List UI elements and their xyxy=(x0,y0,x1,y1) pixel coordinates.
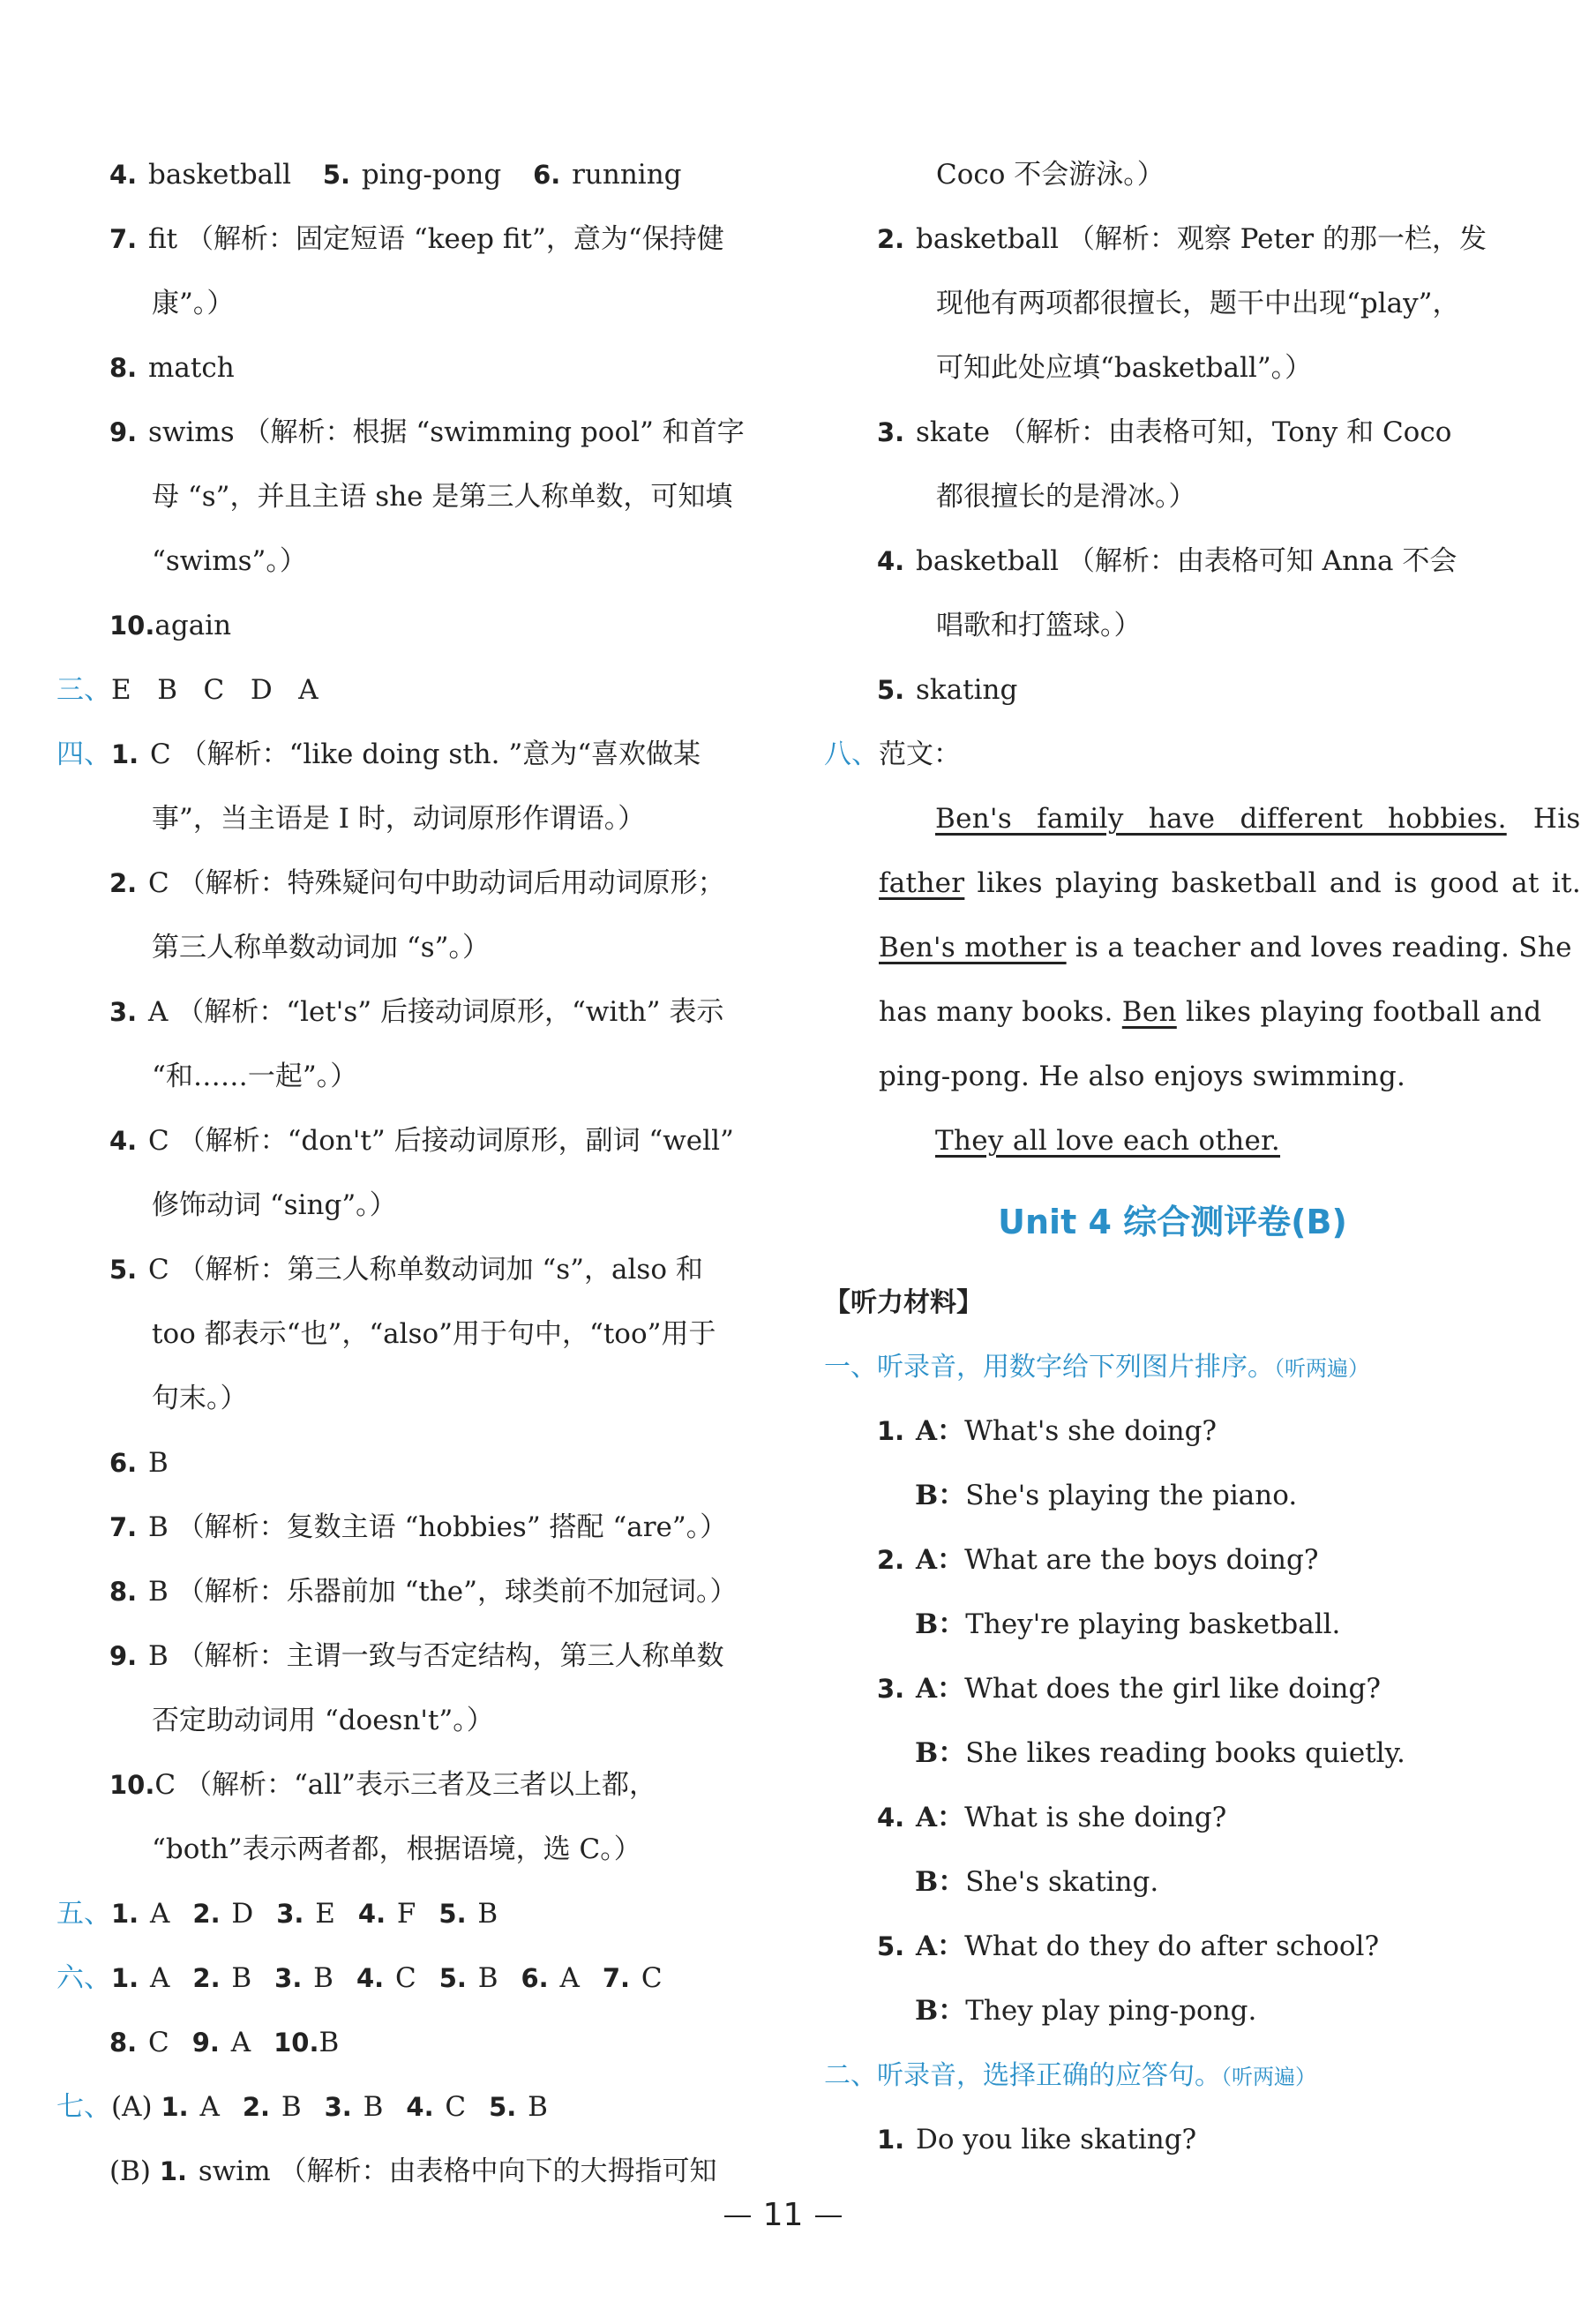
dialog-4-a: 4. A：What is she doing? xyxy=(877,1802,1227,1833)
section-4-q2: 2. C （解析：特殊疑问句中助动词后用动词原形； xyxy=(109,867,725,899)
section-7-b-q2: 2. basketball （解析：观察 Peter 的那一栏，发 xyxy=(877,223,1487,255)
section-4-q7: 7. B （解析：复数主语 “hobbies” 搭配 “are”。） xyxy=(109,1511,728,1543)
section-7-b-q4-cont: 唱歌和打篮球。） xyxy=(936,610,1142,641)
answer-9-cont2: “swims”。） xyxy=(152,545,307,577)
section-4-q1-cont: 事”，当主语是 I 时，动词原形作谓语。） xyxy=(152,803,646,835)
section-7-a: 七、(A) 1. A 2. B 3. B 4. C 5. B xyxy=(56,2091,548,2123)
essay-line-1: Ben's family have different hobbies. His xyxy=(935,803,1581,835)
dialog-3-b: B：She likes reading books quietly. xyxy=(915,1737,1405,1769)
section-4-q9: 9. B （解析：主谓一致与否定结构，第三人称单数 xyxy=(109,1640,724,1672)
dialog-2-a: 2. A：What are the boys doing? xyxy=(877,1544,1319,1576)
dialog-5-b: B：They play ping-pong. xyxy=(915,1995,1257,2027)
section-7-b-q1-cont: Coco 不会游泳。） xyxy=(936,159,1165,191)
dialog-2-b: B：They're playing basketball. xyxy=(915,1608,1341,1640)
essay-line-2: father likes playing basketball and is good at it. xyxy=(879,867,1581,899)
section-6-row1: 六、1. A 2. B 3. B 4. C 5. B 6. A 7. C xyxy=(56,1962,663,1994)
section-7-b-q4: 4. basketball （解析：由表格可知 Anna 不会 xyxy=(877,545,1457,577)
answer-7-cont: 康”。） xyxy=(152,288,235,319)
listening-part-1-title: 一、听录音，用数字给下列图片排序。（听两遍） xyxy=(824,1352,1369,1383)
section-4-q8: 8. B （解析：乐器前加 “the”，球类前不加冠词。） xyxy=(109,1576,738,1608)
section-6-row2: 8. C 9. A 10.B xyxy=(109,2027,340,2058)
section-4-q9-cont: 否定助动词用 “doesn't”。） xyxy=(152,1705,494,1736)
right-column xyxy=(824,143,1581,2172)
section-7-b-q3-cont: 都很擅长的是滑冰。） xyxy=(936,481,1196,513)
section-4-q10-cont: “both”表示两者都，根据语境，选 C。） xyxy=(152,1833,641,1865)
answer-7: 7. fit （解析：固定短语 “keep fit”，意为“保持健 xyxy=(109,223,724,255)
section-4-q4-cont: 修饰动词 “sing”。） xyxy=(152,1189,397,1221)
page-number-dash-right xyxy=(815,2215,842,2217)
answer-8: 8. match xyxy=(109,352,235,384)
essay-line-4: has many books. Ben likes playing football and xyxy=(879,996,1542,1028)
answer-line-4-6: 4. basketball 5. ping-pong 6. running xyxy=(109,159,682,191)
section-4-q5-cont: too 都表示“也”，“also”用于句中，“too”用于 xyxy=(152,1318,716,1350)
essay-line-5: ping-pong. He also enjoys swimming. xyxy=(879,1061,1406,1092)
essay-line-6: They all love each other. xyxy=(935,1125,1281,1157)
answer-9-cont: 母 “s”，并且主语 she 是第三人称单数，可知填 xyxy=(152,481,733,513)
dialog-1-b: B：She's playing the piano. xyxy=(915,1480,1298,1511)
section-7-b-q5: 5. skating xyxy=(877,674,1018,706)
listening-title: 【听力材料】 xyxy=(824,1287,983,1318)
section-4-q5: 5. C （解析：第三人称单数动词加 “s”，also 和 xyxy=(109,1254,703,1286)
section-8-title: 八、范文： xyxy=(824,738,961,770)
dialog-1-a: 1. A：What's she doing? xyxy=(877,1415,1218,1447)
section-4-q3: 3. A （解析：“let's” 后接动词原形，“with” 表示 xyxy=(109,996,724,1028)
section-4-q3-cont: “和……一起”。） xyxy=(152,1061,358,1092)
section-7-b-q3: 3. skate （解析：由表格可知，Tony 和 Coco xyxy=(877,416,1452,448)
section-4-q1: 四、1. C （解析：“like doing sth. ”意为“喜欢做某 xyxy=(56,738,701,770)
answer-9: 9. swims （解析：根据 “swimming pool” 和首字 xyxy=(109,416,745,448)
section-4-q2-cont: 第三人称单数动词加 “s”。） xyxy=(152,932,490,963)
dialog-4-b: B：She's skating. xyxy=(915,1866,1159,1898)
section-4-q4: 4. C （解析：“don't” 后接动词原形，副词 “well” xyxy=(109,1125,734,1157)
unit-title: Unit 4 综合测评卷(B) xyxy=(998,1203,1347,1241)
page-number-dash-left xyxy=(724,2215,751,2217)
section-4-q5-cont2: 句末。） xyxy=(152,1383,248,1414)
part-2-q1: 1. Do you like skating? xyxy=(877,2124,1197,2155)
section-7-b-q2-cont: 现他有两项都很擅长，题干中出现“play”， xyxy=(936,288,1460,319)
section-7-b-q2-cont2: 可知此处应填“basketball”。） xyxy=(936,352,1313,384)
page-number: 11 xyxy=(0,2197,1566,2233)
dialog-5-a: 5. A：What do they do after school? xyxy=(877,1930,1380,1962)
section-5: 五、1. A 2. D 3. E 4. F 5. B xyxy=(56,1898,498,1930)
section-7-b-q1: (B) 1. swim （解析：由表格中向下的大拇指可知 xyxy=(109,2155,717,2187)
listening-part-2-title: 二、听录音，选择正确的应答句。（听两遍） xyxy=(824,2060,1316,2091)
answer-10: 10.again xyxy=(109,610,232,641)
section-4-q6: 6. B xyxy=(109,1447,169,1479)
dialog-3-a: 3. A：What does the girl like doing? xyxy=(877,1673,1381,1705)
left-column xyxy=(56,143,762,2204)
essay-line-3: Ben's mother is a teacher and loves reading. She xyxy=(879,932,1572,963)
section-3: 三、E B C D A xyxy=(56,674,318,706)
section-4-q10: 10.C （解析：“all”表示三者及三者以上都， xyxy=(109,1769,656,1801)
